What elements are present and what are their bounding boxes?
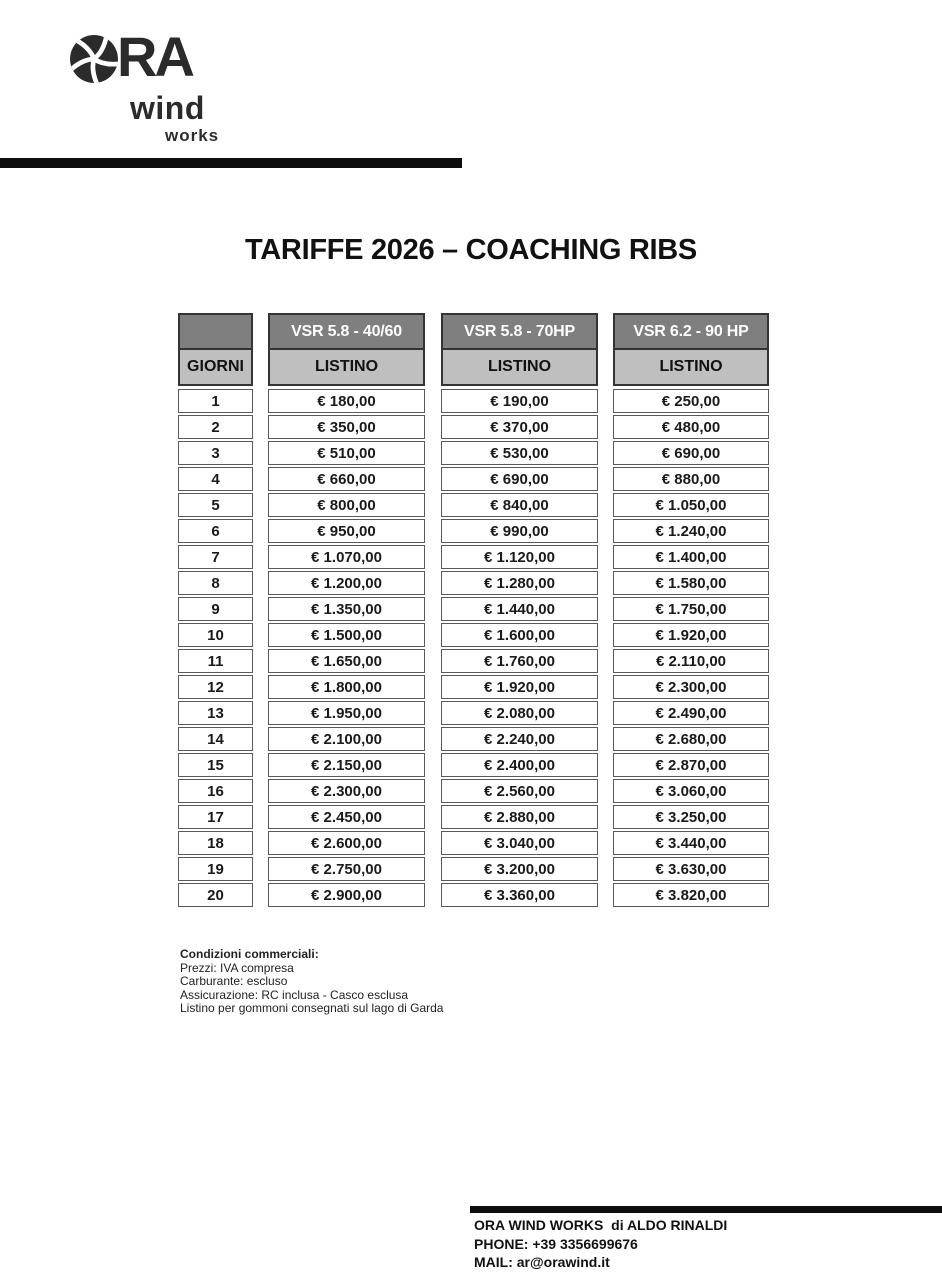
price-cell: € 950,00 [268, 519, 425, 543]
day-cell: 17 [178, 805, 253, 829]
price-cell: € 1.750,00 [613, 597, 769, 621]
price-cell: € 1.950,00 [268, 701, 425, 725]
logo-text-ra: RA [117, 25, 192, 88]
price-cell: € 2.300,00 [268, 779, 425, 803]
price-cell: € 2.100,00 [268, 727, 425, 751]
days-header-spacer [178, 313, 253, 350]
price-cell: € 1.050,00 [613, 493, 769, 517]
price-cell: € 1.920,00 [613, 623, 769, 647]
day-cell: 3 [178, 441, 253, 465]
price-cell: € 2.400,00 [441, 753, 598, 777]
price-cell: € 3.040,00 [441, 831, 598, 855]
condition-line: Prezzi: IVA compresa [180, 960, 294, 975]
price-cell: € 2.680,00 [613, 727, 769, 751]
price-cell: € 350,00 [268, 415, 425, 439]
price-cell: € 190,00 [441, 389, 598, 413]
price-cells [268, 389, 425, 907]
price-cell: € 1.650,00 [268, 649, 425, 673]
model-header: VSR 5.8 - 70HP [441, 313, 598, 350]
price-column-vsr58-4060 [268, 313, 425, 909]
logo-text-works: works [165, 126, 220, 145]
price-cell: € 2.870,00 [613, 753, 769, 777]
day-cell: 20 [178, 883, 253, 907]
footer-company: ORA WIND WORKS di ALDO RINALDI [474, 1217, 728, 1233]
day-cell: 19 [178, 857, 253, 881]
price-cell: € 1.580,00 [613, 571, 769, 595]
price-cell: € 3.060,00 [613, 779, 769, 803]
price-cell: € 1.920,00 [441, 675, 598, 699]
price-cell: € 250,00 [613, 389, 769, 413]
conditions-block [180, 948, 443, 1016]
price-cell: € 3.360,00 [441, 883, 598, 907]
footer-contact [474, 1216, 727, 1272]
days-header: GIORNI [178, 350, 253, 386]
logo [69, 25, 239, 145]
price-cell: € 1.400,00 [613, 545, 769, 569]
day-cell: 5 [178, 493, 253, 517]
price-cell: € 2.150,00 [268, 753, 425, 777]
day-cell: 2 [178, 415, 253, 439]
price-column-vsr62-90hp [613, 313, 769, 909]
day-cell: 4 [178, 467, 253, 491]
day-cell: 11 [178, 649, 253, 673]
conditions-lines [180, 962, 443, 1016]
price-cell: € 2.750,00 [268, 857, 425, 881]
price-cell: € 2.560,00 [441, 779, 598, 803]
price-column-vsr58-70hp [441, 313, 598, 909]
price-cell: € 660,00 [268, 467, 425, 491]
price-cell: € 1.070,00 [268, 545, 425, 569]
days-column [178, 313, 253, 909]
listino-header: LISTINO [441, 350, 598, 386]
price-cell: € 510,00 [268, 441, 425, 465]
logo-top-row [69, 25, 192, 88]
day-cell: 14 [178, 727, 253, 751]
price-cell: € 1.800,00 [268, 675, 425, 699]
condition-line: Listino per gommoni consegnati sul lago di Garda [180, 1001, 444, 1015]
day-cell: 6 [178, 519, 253, 543]
price-cell: € 990,00 [441, 519, 598, 543]
price-cell: € 2.900,00 [268, 883, 425, 907]
model-header: VSR 6.2 - 90 HP [613, 313, 769, 350]
price-cell: € 880,00 [613, 467, 769, 491]
price-cells [441, 389, 598, 907]
price-cell: € 2.240,00 [441, 727, 598, 751]
day-cell: 10 [178, 623, 253, 647]
price-cell: € 1.600,00 [441, 623, 598, 647]
price-cell: € 3.250,00 [613, 805, 769, 829]
price-cell: € 690,00 [613, 441, 769, 465]
price-cell: € 3.820,00 [613, 883, 769, 907]
condition-line: Carburante: escluso [180, 974, 288, 988]
day-cell: 12 [178, 675, 253, 699]
price-cell: € 3.200,00 [441, 857, 598, 881]
page-title: TARIFFE 2026 – COACHING RIBS [245, 234, 697, 266]
price-cell: € 1.120,00 [441, 545, 598, 569]
day-cell: 16 [178, 779, 253, 803]
price-cell: € 2.450,00 [268, 805, 425, 829]
price-cell: € 370,00 [441, 415, 598, 439]
price-cell: € 1.440,00 [441, 597, 598, 621]
model-header: VSR 5.8 - 40/60 [268, 313, 425, 350]
price-cell: € 1.280,00 [441, 571, 598, 595]
day-cell: 8 [178, 571, 253, 595]
condition-line: Assicurazione: RC inclusa - Casco esclusa [180, 987, 409, 1002]
price-cell: € 2.080,00 [441, 701, 598, 725]
aperture-icon [69, 34, 119, 84]
price-cell: € 2.110,00 [613, 649, 769, 673]
price-cell: € 2.600,00 [268, 831, 425, 855]
price-cell: € 180,00 [268, 389, 425, 413]
price-cell: € 1.200,00 [268, 571, 425, 595]
conditions-heading: Condizioni commerciali: [180, 947, 319, 961]
top-divider-bar [0, 158, 462, 168]
price-cell: € 690,00 [441, 467, 598, 491]
price-cell: € 800,00 [268, 493, 425, 517]
day-cell: 1 [178, 389, 253, 413]
price-cell: € 1.240,00 [613, 519, 769, 543]
price-cell: € 2.880,00 [441, 805, 598, 829]
price-cell: € 1.350,00 [268, 597, 425, 621]
footer-divider-bar [470, 1206, 942, 1213]
price-cell: € 2.490,00 [613, 701, 769, 725]
listino-header: LISTINO [268, 350, 425, 386]
day-cell: 9 [178, 597, 253, 621]
footer-phone: PHONE: +39 3356699676 [474, 1235, 638, 1252]
listino-header: LISTINO [613, 350, 769, 386]
price-cell: € 840,00 [441, 493, 598, 517]
day-cell: 13 [178, 701, 253, 725]
day-cell: 7 [178, 545, 253, 569]
day-cell: 18 [178, 831, 253, 855]
price-cell: € 3.440,00 [613, 831, 769, 855]
price-cell: € 480,00 [613, 415, 769, 439]
price-cell: € 3.630,00 [613, 857, 769, 881]
price-cells [613, 389, 769, 907]
footer-mail: MAIL: ar@orawind.it [474, 1254, 610, 1270]
price-cell: € 1.760,00 [441, 649, 598, 673]
price-cell: € 530,00 [441, 441, 598, 465]
price-cell: € 1.500,00 [268, 623, 425, 647]
logo-text-wind: wind [130, 90, 205, 126]
days-cells [178, 389, 253, 907]
price-cell: € 2.300,00 [613, 675, 769, 699]
day-cell: 15 [178, 753, 253, 777]
